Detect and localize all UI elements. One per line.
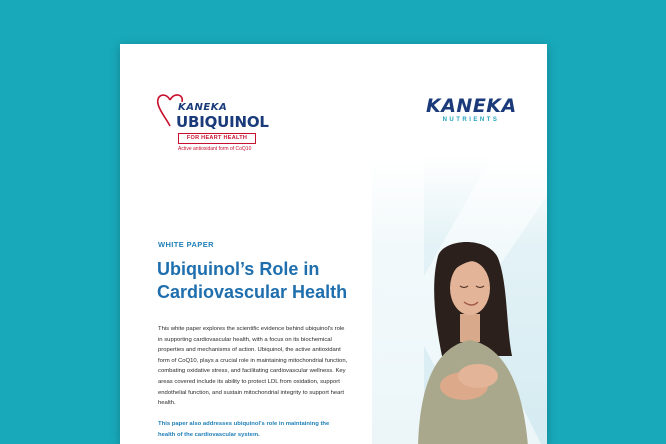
document-note: This paper also addresses ubiquinol's role in maintaining the health of the cardiovascular system. (158, 421, 330, 438)
kaneka-nutrients-logo (426, 96, 516, 126)
ubiquinol-logo (156, 92, 269, 156)
document-title: Ubiquinol’s Role in Cardiovascular Health (157, 259, 348, 302)
ubiquinol-brand: KANEKA (178, 102, 228, 113)
kaneka-wordmark: KANEKA (426, 95, 517, 117)
document-body: This white paper explores the scientific evidence behind ubiquinol's role in supporting cardiovascular health, with a focus on its biochemical properties and mechanisms of action. Ubiquinol, the active antioxidant form of CoQ10, plays a crucial role in maintaining mitochondrial function, combating oxidative stress, and facilitating cardiovascular wellness. Key areas covered include its ability to protect LDL from oxidation, support endothelial function, and sustain mitochondrial integrity to support heart health. (158, 326, 348, 407)
nutrients-wordmark: NUTRIENTS (442, 117, 500, 123)
ubiquinol-tagline: Active antioxidant form of CoQ10 (178, 146, 252, 152)
woman-photo (380, 236, 540, 444)
heart-health-badge: FOR HEART HEALTH (178, 133, 256, 144)
document-label: WHITE PAPER (158, 240, 214, 249)
ubiquinol-name: UBIQUINOL (176, 113, 269, 131)
white-paper-cover (120, 44, 547, 444)
